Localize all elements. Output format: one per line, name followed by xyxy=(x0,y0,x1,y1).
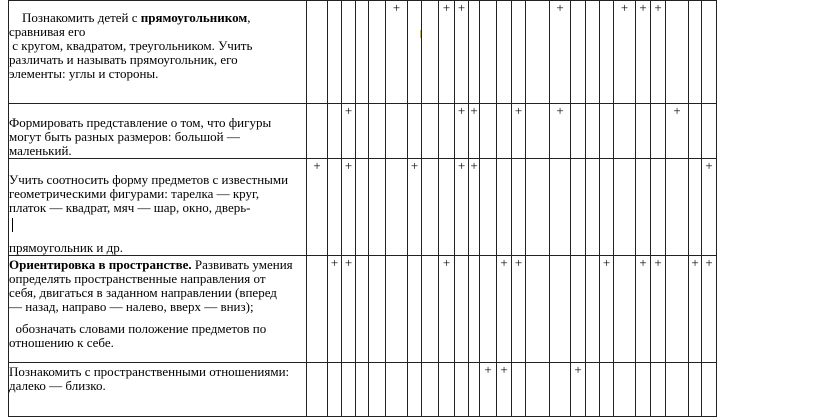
plus-mark: + xyxy=(654,255,662,270)
description-line xyxy=(9,365,306,379)
mark-cell xyxy=(512,256,526,363)
description-line xyxy=(9,130,306,144)
mark-cell xyxy=(636,159,651,256)
mark-cell xyxy=(328,256,342,363)
description-line xyxy=(9,379,306,393)
mark-cell xyxy=(480,104,497,159)
mark-cell xyxy=(666,363,689,417)
mark-cell xyxy=(651,104,666,159)
mark-cell xyxy=(342,104,356,159)
plus-mark: + xyxy=(705,158,713,173)
mark-cell xyxy=(480,1,497,104)
mark-cell xyxy=(651,363,666,417)
plus-mark: + xyxy=(470,158,478,173)
mark-cell xyxy=(408,256,422,363)
mark-cell xyxy=(307,1,328,104)
description-line xyxy=(9,116,306,130)
mark-cell xyxy=(497,159,512,256)
text-fragment: — назад, направо — налево, вверх — вниз); xyxy=(9,299,254,314)
mark-cell xyxy=(369,159,386,256)
plus-mark: + xyxy=(500,255,508,270)
plus-mark: + xyxy=(410,158,419,173)
mark-cell xyxy=(480,363,497,417)
plus-mark: + xyxy=(574,362,582,377)
description-line xyxy=(9,272,306,286)
mark-cell xyxy=(497,1,512,104)
plus-mark: + xyxy=(639,255,647,270)
mark-cell xyxy=(586,104,600,159)
text-fragment: сравнивая его xyxy=(9,24,86,39)
mark-cell xyxy=(356,104,369,159)
text-fragment: себя, двигаться в заданном направлении (вперед xyxy=(9,285,277,300)
mark-cell xyxy=(614,159,636,256)
mark-cell xyxy=(526,159,550,256)
text-fragment: , xyxy=(247,10,251,25)
plus-mark: + xyxy=(691,255,699,270)
description-line xyxy=(9,322,306,336)
bold-text: Ориентировка в пространстве. xyxy=(9,257,192,272)
table-row xyxy=(9,256,717,363)
goal-description-cell xyxy=(9,1,307,104)
mark-cell xyxy=(526,256,550,363)
table-row xyxy=(9,159,717,256)
goal-description-cell xyxy=(9,256,307,363)
plus-mark: + xyxy=(457,158,466,173)
plus-mark: + xyxy=(602,255,611,270)
mark-cell xyxy=(689,159,702,256)
plus-mark: + xyxy=(654,0,662,15)
mark-cell xyxy=(689,256,702,363)
mark-cell xyxy=(342,159,356,256)
mark-cell xyxy=(356,159,369,256)
table-row xyxy=(9,104,717,159)
mark-cell xyxy=(469,363,480,417)
mark-cell xyxy=(651,159,666,256)
mark-cell xyxy=(422,1,439,104)
mark-cell xyxy=(328,104,342,159)
mark-cell xyxy=(307,256,328,363)
mark-cell xyxy=(356,363,369,417)
mark-cell xyxy=(307,363,328,417)
mark-cell xyxy=(469,1,480,104)
mark-cell xyxy=(666,1,689,104)
mark-cell xyxy=(702,159,717,256)
description-line xyxy=(9,336,306,350)
mark-cell xyxy=(600,1,614,104)
mark-cell xyxy=(439,1,455,104)
table-row xyxy=(9,363,717,417)
mark-cell xyxy=(408,1,422,104)
mark-cell xyxy=(439,104,455,159)
text-fragment: различать и называть прямоугольник, его xyxy=(9,52,238,67)
text-fragment: Познакомить детей с xyxy=(9,10,141,25)
mark-cell xyxy=(614,363,636,417)
mark-cell xyxy=(342,256,356,363)
mark-cell xyxy=(666,104,689,159)
description-line xyxy=(9,241,306,255)
plus-mark: + xyxy=(556,103,564,118)
description-line xyxy=(9,187,306,201)
mark-cell xyxy=(408,104,422,159)
mark-cell xyxy=(512,159,526,256)
mark-cell xyxy=(689,1,702,104)
mark-cell xyxy=(550,104,571,159)
mark-cell xyxy=(328,363,342,417)
mark-cell xyxy=(455,1,469,104)
bold-text: прямоугольником xyxy=(140,10,248,25)
text-fragment: с кругом, квадратом, треугольником. Учить xyxy=(9,38,253,53)
mark-cell xyxy=(369,104,386,159)
description-line xyxy=(9,286,306,300)
mark-cell xyxy=(386,1,408,104)
goal-description-cell xyxy=(9,104,307,159)
mark-cell xyxy=(702,256,717,363)
mark-cell xyxy=(600,256,614,363)
mark-cell xyxy=(614,1,636,104)
mark-cell xyxy=(550,363,571,417)
mark-cell xyxy=(386,159,408,256)
plus-mark: + xyxy=(556,0,564,15)
mark-cell xyxy=(439,363,455,417)
spacer xyxy=(9,215,306,241)
mark-cell xyxy=(512,363,526,417)
mark-cell xyxy=(439,159,455,256)
mark-cell xyxy=(386,363,408,417)
mark-cell xyxy=(586,363,600,417)
mark-cell xyxy=(636,1,651,104)
table-row xyxy=(9,1,717,104)
goal-description-cell xyxy=(9,159,307,256)
mark-cell xyxy=(408,159,422,256)
mark-cell xyxy=(636,104,651,159)
text-fragment: Формировать представление о том, что фигуры xyxy=(9,115,272,130)
text-fragment: отношению к себе. xyxy=(9,335,114,350)
plus-mark: + xyxy=(457,0,466,15)
mark-cell xyxy=(586,256,600,363)
mark-cell xyxy=(356,256,369,363)
planning-table xyxy=(8,0,717,417)
plus-mark: + xyxy=(705,255,713,270)
mark-cell xyxy=(636,363,651,417)
mark-cell xyxy=(386,256,408,363)
text-fragment: обозначать словами положение предметов по xyxy=(9,321,267,336)
mark-cell xyxy=(666,159,689,256)
stray-mark xyxy=(420,30,421,38)
mark-cell xyxy=(422,104,439,159)
text-fragment: Познакомить с пространственными отношениями: xyxy=(9,364,290,379)
mark-cell xyxy=(571,104,586,159)
mark-cell xyxy=(689,363,702,417)
mark-cell xyxy=(480,159,497,256)
mark-cell xyxy=(469,256,480,363)
text-fragment: Развивать умения xyxy=(191,257,293,272)
mark-cell xyxy=(526,363,550,417)
text-fragment: определять пространственные направления от xyxy=(9,271,266,286)
mark-cell xyxy=(455,159,469,256)
mark-cell xyxy=(307,104,328,159)
text-fragment: Учить соотносить форму предметов с известными xyxy=(9,172,289,187)
plus-mark: + xyxy=(470,103,478,118)
plus-mark: + xyxy=(484,362,492,377)
mark-cell xyxy=(512,104,526,159)
description-line xyxy=(9,39,306,53)
description-line xyxy=(9,201,306,215)
description-line xyxy=(9,67,306,81)
mark-cell xyxy=(455,256,469,363)
mark-cell xyxy=(307,159,328,256)
mark-cell xyxy=(439,256,455,363)
mark-cell xyxy=(526,1,550,104)
plus-mark: + xyxy=(344,103,353,118)
mark-cell xyxy=(328,159,342,256)
plus-mark: + xyxy=(457,103,466,118)
mark-cell xyxy=(550,1,571,104)
mark-cell xyxy=(328,1,342,104)
plus-mark: + xyxy=(442,0,451,15)
plus-mark: + xyxy=(639,0,647,15)
mark-cell xyxy=(571,256,586,363)
mark-cell xyxy=(497,256,512,363)
text-fragment: далеко — близко. xyxy=(9,378,106,393)
mark-cell xyxy=(512,1,526,104)
text-fragment: прямоугольник и др. xyxy=(9,240,123,255)
mark-cell xyxy=(636,256,651,363)
description-line xyxy=(9,53,306,67)
mark-cell xyxy=(342,1,356,104)
plus-mark: + xyxy=(514,255,523,270)
mark-cell xyxy=(469,159,480,256)
mark-cell xyxy=(497,104,512,159)
mark-cell xyxy=(614,104,636,159)
description-line xyxy=(9,300,306,314)
plus-mark: + xyxy=(620,0,629,15)
plus-mark: + xyxy=(344,158,353,173)
mark-cell xyxy=(550,256,571,363)
mark-cell xyxy=(356,1,369,104)
mark-cell xyxy=(455,104,469,159)
mark-cell xyxy=(586,159,600,256)
plus-mark: + xyxy=(330,255,339,270)
mark-cell xyxy=(571,1,586,104)
mark-cell xyxy=(386,104,408,159)
text-fragment: маленький. xyxy=(9,143,72,158)
mark-cell xyxy=(651,1,666,104)
goal-description-cell xyxy=(9,363,307,417)
text-fragment: геометрическими фигурами: тарелка — круг, xyxy=(9,186,260,201)
description-line xyxy=(9,258,306,272)
mark-cell xyxy=(369,1,386,104)
mark-cell xyxy=(342,363,356,417)
mark-cell xyxy=(614,256,636,363)
mark-cell xyxy=(497,363,512,417)
mark-cell xyxy=(422,159,439,256)
mark-cell xyxy=(455,363,469,417)
text-fragment: элементы: углы и стороны. xyxy=(9,66,159,81)
description-line xyxy=(9,144,306,158)
mark-cell xyxy=(571,363,586,417)
description-line xyxy=(9,25,306,39)
mark-cell xyxy=(571,159,586,256)
plus-mark: + xyxy=(442,255,451,270)
mark-cell xyxy=(600,159,614,256)
mark-cell xyxy=(469,104,480,159)
mark-cell xyxy=(369,256,386,363)
mark-cell xyxy=(586,1,600,104)
mark-cell xyxy=(666,256,689,363)
plus-mark: + xyxy=(344,255,353,270)
mark-cell xyxy=(550,159,571,256)
plus-mark: + xyxy=(514,103,523,118)
plus-mark: + xyxy=(313,158,321,173)
mark-cell xyxy=(600,363,614,417)
plus-mark: + xyxy=(673,103,681,118)
mark-cell xyxy=(369,363,386,417)
mark-cell xyxy=(702,1,717,104)
text-fragment: платок — квадрат, мяч — шар, окно, дверь- xyxy=(9,200,251,215)
text-cursor xyxy=(12,218,13,232)
mark-cell xyxy=(480,256,497,363)
mark-cell xyxy=(702,363,717,417)
description-line xyxy=(9,11,306,25)
description-line xyxy=(9,173,306,187)
mark-cell xyxy=(702,104,717,159)
mark-cell xyxy=(600,104,614,159)
mark-cell xyxy=(651,256,666,363)
plus-mark: + xyxy=(500,362,508,377)
mark-cell xyxy=(422,256,439,363)
text-fragment: могут быть разных размеров: большой — xyxy=(9,129,240,144)
plus-mark: + xyxy=(392,0,401,15)
mark-cell xyxy=(408,363,422,417)
mark-cell xyxy=(689,104,702,159)
mark-cell xyxy=(526,104,550,159)
mark-cell xyxy=(422,363,439,417)
